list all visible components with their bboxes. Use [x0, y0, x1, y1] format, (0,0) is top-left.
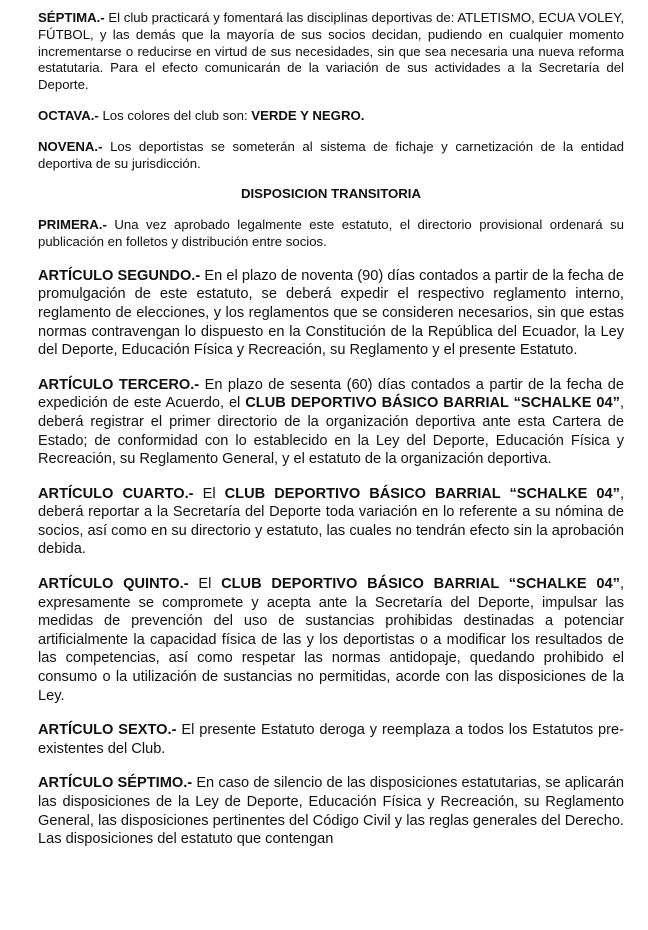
clause-text: Los deportistas se someterán al sistema de fichaje y carnetización de la entidad deportiva de su jurisdicción.	[38, 138, 624, 171]
club-name: CLUB DEPORTIVO BÁSICO BARRIAL “SCHALKE 04”	[245, 395, 620, 412]
article-title: ARTÍCULO CUARTO.-	[38, 485, 194, 502]
clause-novena	[38, 139, 624, 173]
clause-primera	[38, 217, 624, 251]
article-text: En caso de silencio de las disposiciones estatutarias, se aplicarán las disposiciones de la Ley de Deporte, Educación Física y Recreación, su Reglamento General, las disposiciones pertinentes del Código Civil y las reglas generales del Derecho. Las disposiciones del estatuto que contengan	[38, 775, 624, 848]
clause-title: OCTAVA.-	[38, 107, 99, 123]
clause-septima	[38, 10, 624, 94]
clause-text: El club practicará y fomentará las disciplinas deportivas de: ATLETISMO, ECUA VOLEY, FÚTBOL, y las demás que la mayoría de sus socios decidan, pudiendo en cualquier momento incrementarse o reducirse en virtud de sus necesidades, sin que sea necesaria una nueva reforma estatutaria. Para el efecto comunicarán de la variación de sus actividades a la Secretaría del Deporte.	[38, 10, 624, 93]
article-text: En plazo de sesenta (60) días contados a partir de la fecha de expedición de este Acuerdo, el	[38, 376, 625, 412]
articulo-quinto	[38, 575, 624, 705]
article-text: El	[188, 576, 222, 593]
transitoria-heading: DISPOSICION TRANSITORIA	[240, 186, 421, 202]
club-name: CLUB DEPORTIVO BÁSICO BARRIAL “SCHALKE 04”	[224, 485, 620, 502]
article-title: ARTÍCULO QUINTO.-	[38, 576, 189, 593]
article-title: ARTÍCULO TERCERO.-	[38, 376, 200, 393]
article-text: En el plazo de noventa (90) días contados a partir de la fecha de promulgación de este estatuto, se deberá expedir el respectivo reglamento interno, reglamento de elecciones, y los reglamentos que se consideren necesarios, sin que estas normas contravengan lo dispuesto en la Constitución de la República del Ecuador, la Ley del Deporte, Educación Física y Recreación, su Reglamento y el presente Estatuto.	[38, 267, 624, 359]
articulo-tercero	[38, 376, 624, 469]
article-title: ARTÍCULO SÉPTIMO.-	[38, 775, 193, 792]
article-text: El presente Estatuto deroga y reemplaza a todos los Estatutos pre-existentes del Club.	[38, 722, 624, 757]
article-text: , deberá registrar el primer directorio de la organización deportiva ante esta Cartera de Estado; de conformidad con lo establecido en la Ley del Deporte, Educación Física y Recreación, su Reglamento General, y el estatuto de la organización deportiva.	[38, 395, 624, 468]
article-title: ARTÍCULO SEGUNDO.-	[38, 267, 201, 284]
clause-octava	[38, 108, 624, 125]
articulo-septimo	[38, 774, 624, 848]
clause-title: PRIMERA.-	[38, 217, 107, 233]
clause-title: SÉPTIMA.-	[38, 10, 105, 25]
articulo-segundo	[38, 267, 624, 360]
clause-title: NOVENA.-	[38, 138, 103, 154]
article-text: , expresamente se compromete y acepta ante la Secretaría del Deporte, impulsar las medidas de prevención del uso de sustancias prohibidas destinadas a potenciar artificialmente la capacidad física de las y los deportistas o a modificar los resultados de las competencias, así como respetar las normas antidopaje, quedando prohibido el consumo o la utilización de sustancias no permitidas, acorde con las disposiciones de la Ley.	[38, 576, 624, 704]
article-text: , deberá reportar a la Secretaría del Deporte toda variación en lo referente a su nómina de socios, así como en su directorio y estatuto, las cuales no tendrán efecto sin la aprobación debida.	[38, 485, 624, 558]
articulo-sexto	[38, 721, 624, 758]
article-text: El	[193, 485, 225, 502]
clause-text: Una vez aprobado legalmente este estatuto, el directorio provisional ordenará su publicación en folletos y distribución entre socios.	[38, 217, 624, 249]
club-name: CLUB DEPORTIVO BÁSICO BARRIAL “SCHALKE 04”	[221, 576, 620, 593]
articulo-cuarto	[38, 485, 624, 559]
clause-text: Los colores del club son:	[98, 107, 252, 123]
article-title: ARTÍCULO SEXTO.-	[38, 722, 177, 739]
club-colors: VERDE Y NEGRO.	[251, 107, 365, 123]
